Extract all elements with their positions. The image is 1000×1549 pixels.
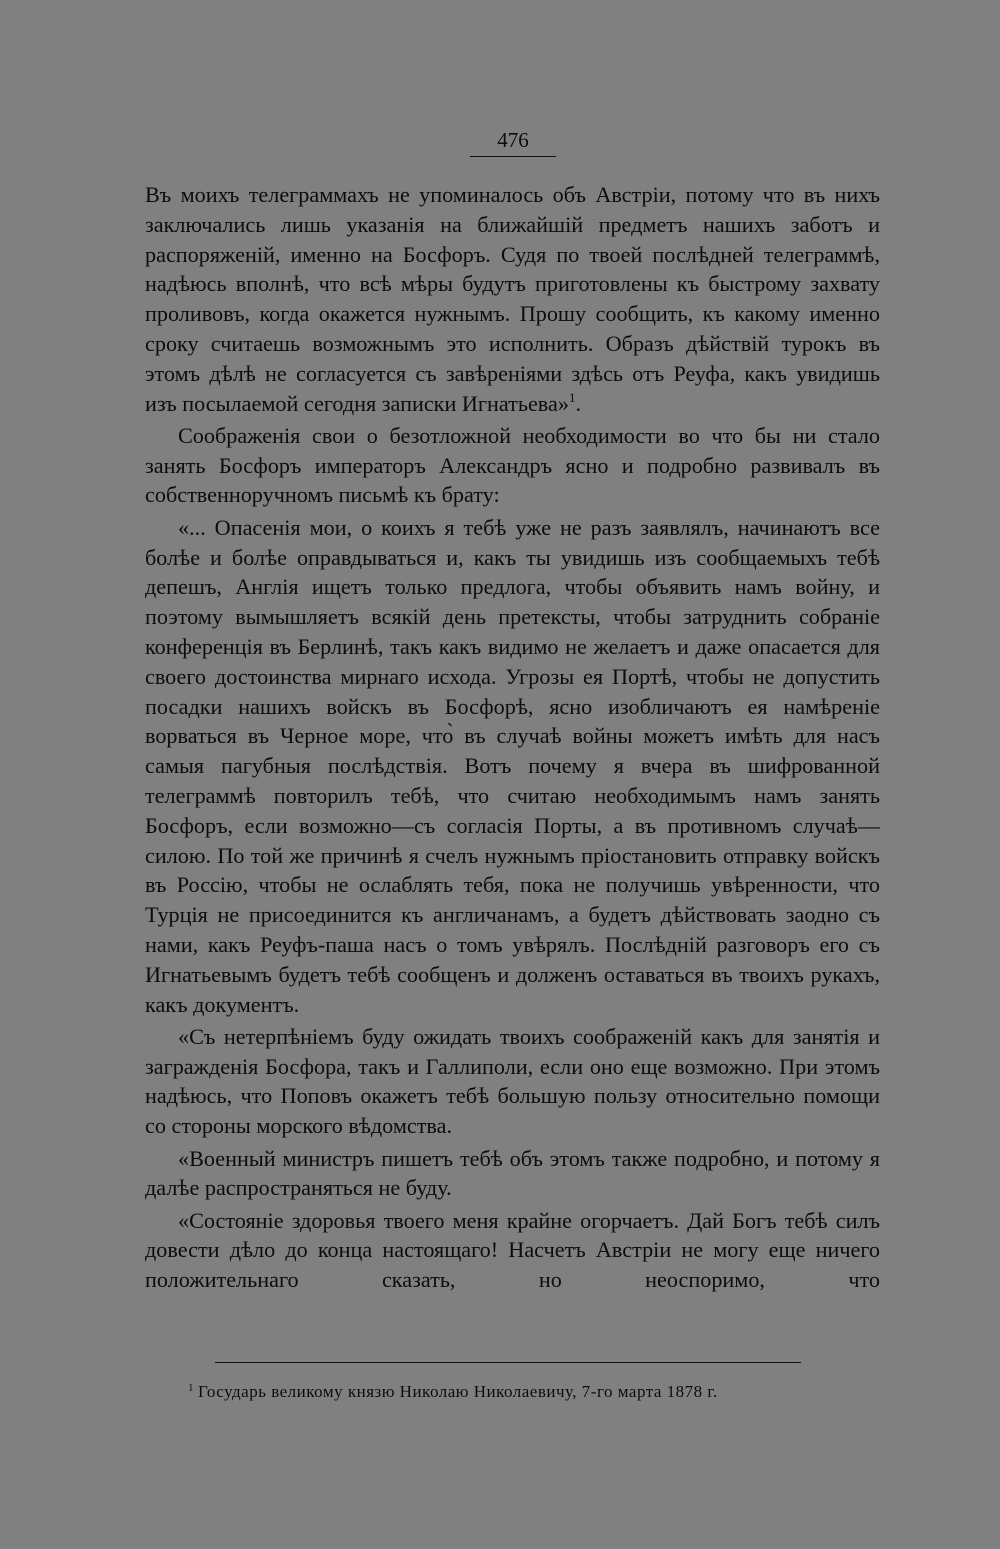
paragraph-1 xyxy=(145,180,880,418)
paragraph-1-text: Въ моихъ телеграммахъ не упоминалось объ Австріи, потому что въ нихъ заключались лишь указанія на ближайшій предметъ нашихъ заботъ и распоряженій, именно на Босфоръ. Судя по твоей послѣдней телеграммѣ, надѣюсь вполнѣ, что всѣ мѣры будутъ приготовлены къ быстрому захвату проливовъ, когда окажется нужнымъ. Прошу сообщить, къ какому именно сроку считаешь возможнымъ это исполнить. Образъ дѣйствій турокъ въ этомъ дѣлѣ не согласуется съ завѣреніями здѣсь отъ Реуфа, какъ увидишь изъ посылаемой сегодня записки Игнатьева» xyxy=(145,182,880,416)
paragraph-2: Соображенія свои о безотложной необходимости во что бы ни стало занять Босфоръ императоръ Александръ ясно и подробно развивалъ въ собственноручномъ письмѣ къ брату: xyxy=(145,422,880,508)
footnote-divider xyxy=(215,1362,801,1363)
paragraph-3-letter-quote: «... Опасенія мои, о коихъ я тебѣ уже не разъ заявлялъ, начинаютъ все болѣе и болѣе оправдываться и, какъ ты увидишь изъ сообщаемыхъ тебѣ депешъ, Англія ищетъ только предлога, чтобы объявить намъ войну, и поэтому вымышляетъ всякій день претексты, чтобы затруднить собраніе конференція въ Берлинѣ, такъ какъ видимо не желаетъ и даже опасается для своего достоинства мирнаго исхода. Угрозы ея Портѣ, чтобы не допустить посадки нашихъ войскъ въ Босфорѣ, ясно изобличаютъ ея намѣреніе ворваться въ Черное море, что̀ въ случаѣ войны можетъ имѣть для насъ самыя пагубныя послѣдствія. Вотъ почему я вчера въ шифрованной телеграммѣ повторилъ тебѣ, что считаю необходимымъ намъ занять Босфоръ, если возможно—съ согласія Порты, а въ противномъ случаѣ—силою. По той же причинѣ я счелъ нужнымъ пріостановить отправку войскъ въ Россію, чтобы не ослаблять тебя, пока не получишь увѣренности, что Турція не присоединится къ англичанамъ, а будетъ дѣйствовать заодно съ нами, какъ Реуфъ-паша насъ о томъ увѣрялъ. Послѣдній разговоръ его съ Игнатьевымъ будетъ тебѣ сообщенъ и долженъ оставаться въ твоихъ рукахъ, какъ документъ. xyxy=(145,514,880,1017)
paragraph-4-letter-quote: «Съ нетерпѣніемъ буду ожидать твоихъ соображеній какъ для занятія и загражденія Босфора, такъ и Галлиполи, если оно еще возможно. При этомъ надѣюсь, что Поповъ окажетъ тебѣ большую пользу относительно помощи со стороны морского вѣдомства. xyxy=(145,1023,880,1139)
paragraph-5-letter-quote: «Военный министръ пишетъ тебѣ объ этомъ также подробно, и потому я далѣе распространяться не буду. xyxy=(145,1145,880,1201)
paragraph-6-letter-quote: «Состояніе здоровья твоего меня крайне огорчаетъ. Дай Богъ тебѣ силъ довести дѣло до конца настоящаго! Насчетъ Австріи не могу еще ничего положительнаго сказать, но неоспоримо, что xyxy=(145,1207,880,1293)
body-text xyxy=(145,180,880,1297)
paragraph-1-end: . xyxy=(575,390,581,416)
footnote-marker: 1 xyxy=(188,1382,194,1394)
footnote-text: Государь великому князю Николаю Николаевичу, 7-го марта 1878 г. xyxy=(198,1382,718,1401)
footnote-reference: 1 xyxy=(568,389,576,405)
footnote xyxy=(188,1381,888,1403)
page-number: 476 xyxy=(470,128,556,157)
